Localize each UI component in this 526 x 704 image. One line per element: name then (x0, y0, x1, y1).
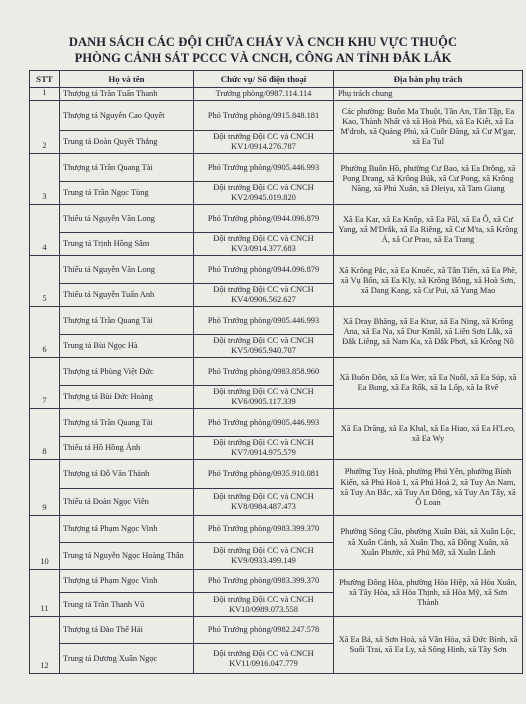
title-line-1: DANH SÁCH CÁC ĐỘI CHỮA CHÁY VÀ CNCH KHU VỰC THUỘC (68, 35, 458, 49)
fire-team-table (29, 70, 523, 674)
cell-position: Phó Trưởng phòng/0982.247.578 (194, 617, 334, 644)
cell-position: Phó Trưởng phòng/0944.096.879 (194, 256, 334, 284)
cell-position: Đội trưởng Đội CC và CNCH KV4/0906.562.627 (194, 284, 334, 307)
cell-area: Phường Buôn Hồ, phường Cư Bao, xã Ea Drông, xã Pong Drang, xã Krông Búk, xã Cư Pong, xã Krông Năng, xã Phú Xuân, xã Dleiya, xã Tam Giang (334, 154, 523, 205)
cell-position: Phó Trưởng phòng/0983.399.370 (194, 570, 334, 593)
cell-name: Thượng tá Bùi Đức Hoàng (60, 386, 194, 409)
cell-name: Thượng tá Phạm Ngọc Vinh (60, 570, 194, 593)
cell-name: Thiếu tá Đoàn Ngọc Viên (60, 489, 194, 516)
cell-name: Trung tá Nguyễn Ngọc Hoàng Thân (60, 543, 194, 570)
cell-name: Thiếu tá Nguyễn Tuấn Anh (60, 284, 194, 307)
cell-position: Phó Trưởng phòng/0935.910.081 (194, 460, 334, 489)
table-body (30, 88, 523, 674)
document-title (0, 0, 526, 66)
cell-stt: 3 (30, 154, 60, 205)
table-row (30, 516, 523, 543)
cell-position: Đội trưởng Đội CC và CNCH KV8/0984.487.473 (194, 489, 334, 516)
cell-area: Các phường: Buôn Ma Thuột, Tân An, Tân Tập, Ea Kao, Thành Nhất và xã Hoà Phú, xã Ea Kiết, xã Ea M'droh, xã Quảng Phú, xã Cuôr Đăng, xã Cư M'gar, xã Ea Tul (334, 101, 523, 154)
cell-position: Phó Trưởng phòng/0983.858.960 (194, 358, 334, 386)
cell-stt: 4 (30, 205, 60, 256)
header-position: Chức vụ/ Số điện thoại (194, 71, 334, 88)
header-area: Địa bàn phụ trách (334, 71, 523, 88)
cell-position: Phó Trưởng phòng/0905.446.993 (194, 154, 334, 182)
table-row (30, 101, 523, 131)
cell-stt: 10 (30, 516, 60, 570)
cell-name: Thượng tá Phạm Ngọc Vinh (60, 516, 194, 543)
table-row (30, 460, 523, 489)
cell-area: Xã Buôn Đôn, xã Ea Wer, xã Ea Nuôl, xã Ea Súp, xã Ea Bung, xã Ea Rốk, xã Ia Lốp, xã Ia Rvê (334, 358, 523, 409)
table-row (30, 154, 523, 182)
cell-name: Thượng tá Trần Quang Tài (60, 154, 194, 182)
cell-name: Thượng tá Trần Quang Tài (60, 409, 194, 437)
table-row (30, 358, 523, 386)
table-row (30, 307, 523, 335)
cell-position: Đội trưởng Đội CC và CNCH KV1/0914.276.787 (194, 131, 334, 154)
cell-name: Thượng tá Nguyễn Cao Quyết (60, 101, 194, 131)
cell-stt: 1 (30, 88, 60, 101)
cell-area: Xã Dray Bhăng, xã Ea Ktur, xã Ea Ning, xã Krông Ana, xã Ea Na, xã Dur Kmăl, xã Liên Sơn Lắk, xã Đắk Liêng, xã Nam Ka, xã Đắk Phơi, xã Krông Nô (334, 307, 523, 358)
table-row (30, 88, 523, 101)
cell-area: Xã Ea Drăng, xã Ea Khal, xã Ea Hiao, xã Ea H'Leo, xã Ea Wy (334, 409, 523, 460)
cell-stt: 5 (30, 256, 60, 307)
cell-area: Xã Krông Pắc, xã Ea Knuếc, xã Tân Tiến, xã Ea Phê, xã Vụ Bổn, xã Ea Kly, xã Krông Bông, xã Hoà Sơn, xã Dang Kang, xã Cư Pui, xã Yang Mao (334, 256, 523, 307)
cell-area: Xã Ea Bá, xã Sơn Hoà, xã Vân Hòa, xã Đức Bình, xã Suối Trai, xã Ea Ly, xã Sông Hinh, xã Tây Sơn (334, 617, 523, 674)
cell-position: Đội trưởng Đội CC và CNCH KV7/0914.975.579 (194, 437, 334, 460)
cell-position: Đội trưởng Đội CC và CNCH KV11/0916.047.779 (194, 644, 334, 674)
cell-position: Đội trưởng Đội CC và CNCH KV3/0914.377.683 (194, 233, 334, 256)
cell-name: Trung tá Bùi Ngọc Hà (60, 335, 194, 358)
cell-area: Phường Tuy Hoà, phường Phú Yên, phường Bình Kiến, xã Phú Hoà 1, xã Phú Hoà 2, xã Tuy An Nam, xã Tuy An Bắc, xã Tuy An Đông, xã Tuy An Tây, xã Ô Loan (334, 460, 523, 516)
fire-team-table-wrap (29, 70, 522, 674)
cell-stt: 2 (30, 101, 60, 154)
table-row (30, 570, 523, 593)
cell-name: Thượng tá Trần Quang Tài (60, 307, 194, 335)
cell-area: Phụ trách chung (334, 88, 523, 101)
cell-name: Thượng tá Trần Tuấn Thanh (60, 88, 194, 101)
cell-name: Trung tá Trần Ngọc Tùng (60, 182, 194, 205)
cell-name: Trung tá Trần Thanh Vũ (60, 593, 194, 617)
cell-name: Thiếu tá Nguyễn Văn Long (60, 256, 194, 284)
cell-position: Phó Trưởng phòng/0983.399.370 (194, 516, 334, 543)
cell-stt: 9 (30, 460, 60, 516)
cell-name: Trung tá Đoàn Quyết Thắng (60, 131, 194, 154)
cell-name: Thượng tá Đào Thế Hải (60, 617, 194, 644)
cell-area: Phường Sông Cầu, phường Xuân Đài, xã Xuân Lộc, xã Xuân Cảnh, xã Xuân Thọ, xã Đồng Xuân, xã Xuân Phước, xã Phú Mỡ, xã Xuân Lãnh (334, 516, 523, 570)
table-row (30, 205, 523, 233)
cell-stt: 8 (30, 409, 60, 460)
cell-position: Phó Trưởng phòng/0905.446.993 (194, 307, 334, 335)
header-name: Họ và tên (60, 71, 194, 88)
cell-name: Thượng tá Phùng Việt Đức (60, 358, 194, 386)
cell-position: Trưởng phòng/0987.114.114 (194, 88, 334, 101)
cell-area: Phường Đông Hòa, phường Hòa Hiệp, xã Hòa Xuân, xã Tây Hòa, xã Hòa Thịnh, xã Hòa Mỹ, xã Sơn Thành (334, 570, 523, 617)
cell-position: Đội trưởng Đội CC và CNCH KV10/0989.073.558 (194, 593, 334, 617)
cell-area: Xã Ea Kar, xã Ea Knốp, xã Ea Păl, xã Ea Ô, xã Cư Yang, xã M'Drắk, xã Ea Riêng, xã Cư M'ta, xã Krông Á, xã Cư Prao, xã Ea Trang (334, 205, 523, 256)
cell-name: Trung tá Trịnh Hồng Sâm (60, 233, 194, 256)
title-line-2: PHÒNG CẢNH SÁT PCCC VÀ CNCH, CÔNG AN TỈNH ĐẮK LẮK (74, 51, 452, 65)
cell-position: Phó Trưởng phòng/0944.096.879 (194, 205, 334, 233)
cell-name: Thượng tá Đỗ Văn Thành (60, 460, 194, 489)
cell-stt: 11 (30, 570, 60, 617)
cell-position: Đội trưởng Đội CC và CNCH KV2/0945.019.820 (194, 182, 334, 205)
cell-position: Đội trưởng Đội CC và CNCH KV9/0933.499.149 (194, 543, 334, 570)
cell-stt: 12 (30, 617, 60, 674)
cell-position: Phó Trưởng phòng/0905.446.993 (194, 409, 334, 437)
cell-name: Trung tá Dương Xuân Ngọc (60, 644, 194, 674)
cell-name: Thiếu tá Nguyễn Văn Long (60, 205, 194, 233)
cell-position: Phó Trưởng phòng/0915.848.181 (194, 101, 334, 131)
cell-name: Thiếu tá Hồ Hồng Ánh (60, 437, 194, 460)
cell-position: Đội trưởng Đội CC và CNCH KV6/0905.117.339 (194, 386, 334, 409)
table-row (30, 617, 523, 644)
table-row (30, 409, 523, 437)
table-row (30, 256, 523, 284)
header-stt: STT (30, 71, 60, 88)
table-header-row (30, 71, 523, 88)
cell-position: Đội trưởng Đội CC và CNCH KV5/0965.940.707 (194, 335, 334, 358)
cell-stt: 7 (30, 358, 60, 409)
cell-stt: 6 (30, 307, 60, 358)
